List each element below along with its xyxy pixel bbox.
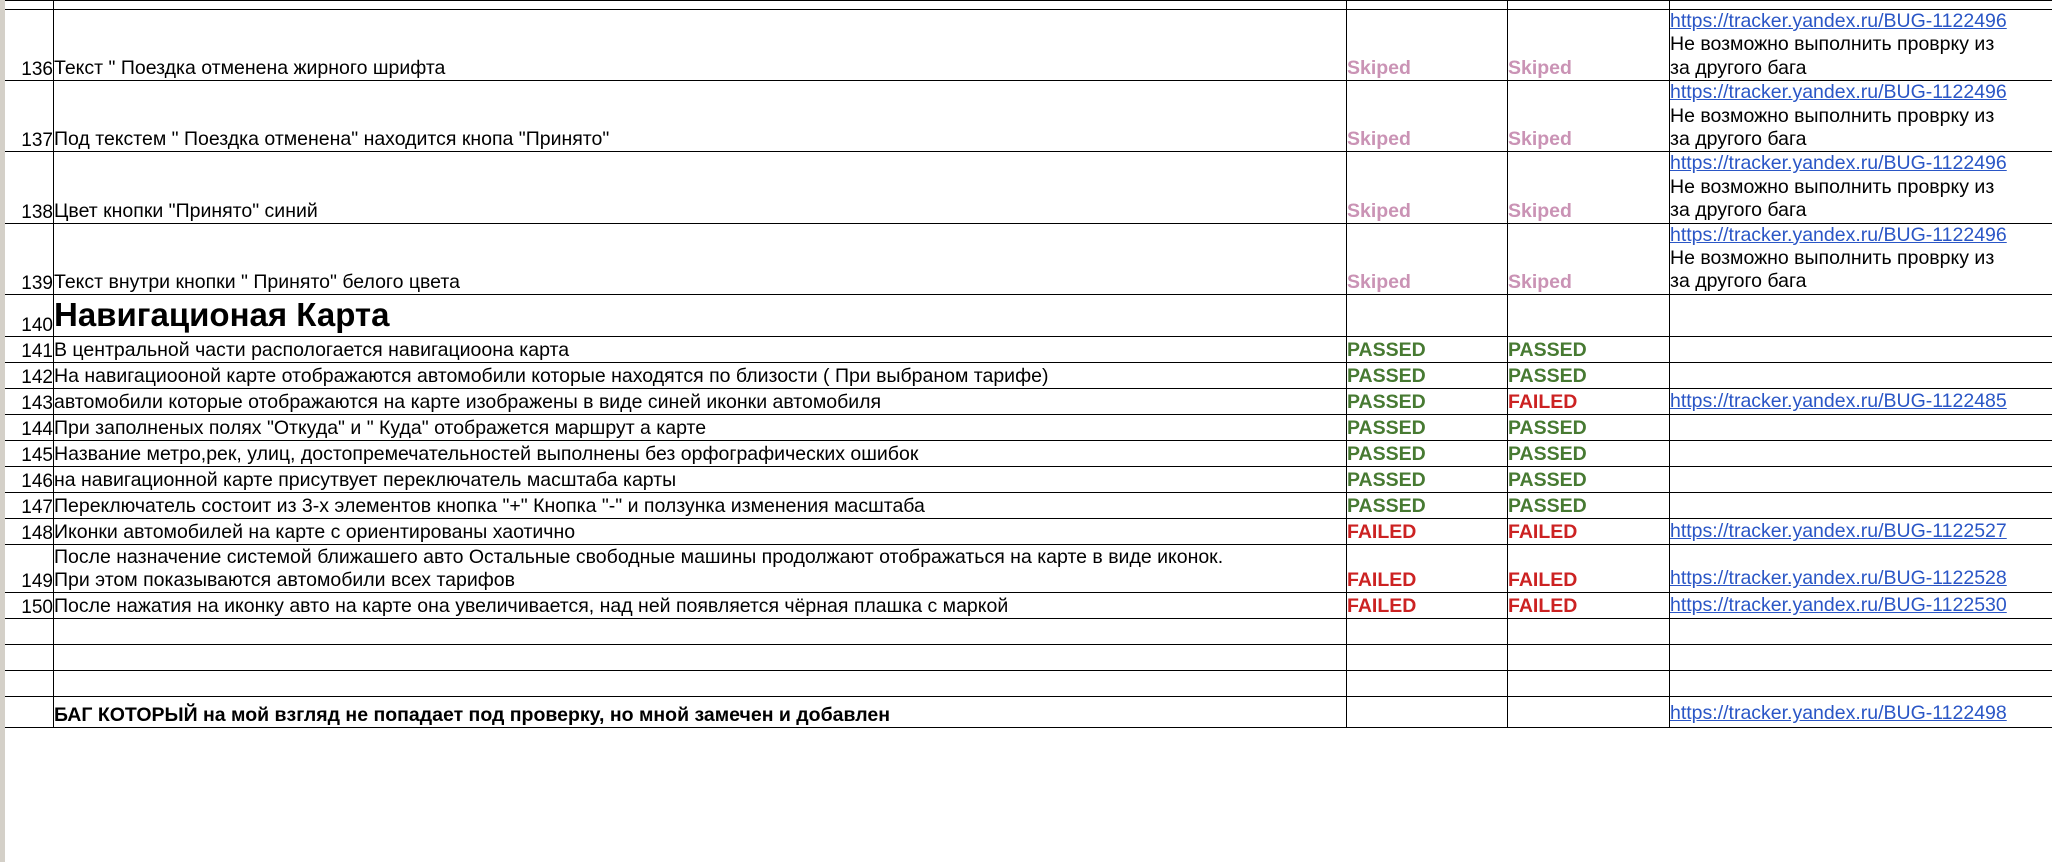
table-row <box>1 544 2052 592</box>
result-2-cell[interactable]: PASSED <box>1508 362 1670 388</box>
result-1-cell[interactable]: PASSED <box>1347 492 1508 518</box>
bug-link-cell[interactable] <box>1670 644 2052 670</box>
bug-tracker-link[interactable]: https://tracker.yandex.ru/BUG-1122496 <box>1670 10 2007 32</box>
result-2-cell[interactable] <box>1508 670 1670 696</box>
table-row <box>1 466 2052 492</box>
description-cell[interactable] <box>54 644 1347 670</box>
row-number-cell: 148 <box>1 518 54 544</box>
description-cell[interactable]: После нажатия на иконку авто на карте она увеличивается, над ней появляется чёрная плашка с маркой <box>54 592 1347 618</box>
table-row <box>1 10 2052 81</box>
row-number-cell <box>1 1 54 10</box>
bug-link-cell[interactable] <box>1670 670 2052 696</box>
result-1-cell[interactable]: PASSED <box>1347 336 1508 362</box>
result-2-cell[interactable]: Skiped <box>1508 223 1670 294</box>
description-line-2: При этом показываются автомобили всех тарифов <box>54 568 515 591</box>
result-2-cell[interactable]: FAILED <box>1508 592 1670 618</box>
description-cell[interactable] <box>54 1 1347 10</box>
bug-tracker-link[interactable]: https://tracker.yandex.ru/BUG-1122496 <box>1670 81 2007 104</box>
bug-link-cell[interactable] <box>1670 618 2052 644</box>
result-2-cell[interactable]: PASSED <box>1508 466 1670 492</box>
result-1-cell[interactable]: Skiped <box>1347 10 1508 81</box>
result-1-cell[interactable] <box>1347 294 1508 336</box>
bug-note-line-2: за другого бага <box>1670 56 1807 79</box>
bug-tracker-link[interactable]: https://tracker.yandex.ru/BUG-1122528 <box>1670 567 2007 590</box>
bug-tracker-link[interactable]: https://tracker.yandex.ru/BUG-1122530 <box>1670 594 2007 617</box>
table-row <box>1 362 2052 388</box>
description-cell[interactable]: Название метро,рек, улиц, достопремечательностей выполнены без орфографических ошибок <box>54 440 1347 466</box>
result-1-cell[interactable]: FAILED <box>1347 518 1508 544</box>
table-row <box>1 223 2052 294</box>
table-row-note <box>1 696 2052 727</box>
table-row <box>1 592 2052 618</box>
description-cell[interactable]: Текст " Поездка отменена жирного шрифта <box>54 10 1347 81</box>
row-number-cell: 147 <box>1 492 54 518</box>
bug-link-cell[interactable] <box>1670 81 2052 152</box>
bug-tracker-link[interactable]: https://tracker.yandex.ru/BUG-1122498 <box>1670 702 2007 725</box>
bug-link-cell[interactable] <box>1670 440 2052 466</box>
description-cell[interactable]: БАГ КОТОРЫЙ на мой взгляд не попадает под проверку, но мной замечен и добавлен <box>54 696 1347 727</box>
description-cell[interactable]: Текст внутри кнопки " Принято" белого цвета <box>54 223 1347 294</box>
bug-link-cell[interactable] <box>1670 518 2052 544</box>
result-2-cell[interactable]: FAILED <box>1508 388 1670 414</box>
result-2-cell[interactable]: FAILED <box>1508 544 1670 592</box>
table-row <box>1 152 2052 223</box>
row-number-cell: 142 <box>1 362 54 388</box>
result-1-cell[interactable] <box>1347 670 1508 696</box>
bug-link-cell[interactable] <box>1670 466 2052 492</box>
bug-note-line-2: за другого бага <box>1670 199 1807 222</box>
row-number-cell: 138 <box>1 152 54 223</box>
description-cell[interactable]: При заполненых полях "Откуда" и " Куда" отображется маршрут а карте <box>54 414 1347 440</box>
description-cell[interactable]: автомобили которые отображаются на карте изображены в виде синей иконки автомобиля <box>54 388 1347 414</box>
result-1-cell[interactable]: PASSED <box>1347 388 1508 414</box>
row-number-cell <box>1 696 54 727</box>
result-2-cell[interactable] <box>1508 644 1670 670</box>
table-row-empty <box>1 644 2052 670</box>
result-2-cell[interactable] <box>1508 1 1670 10</box>
description-cell[interactable] <box>54 544 1347 592</box>
result-2-cell[interactable]: PASSED <box>1508 492 1670 518</box>
bug-link-cell[interactable] <box>1670 492 2052 518</box>
result-2-cell[interactable]: Skiped <box>1508 10 1670 81</box>
row-number-cell: 137 <box>1 81 54 152</box>
result-1-cell[interactable] <box>1347 618 1508 644</box>
result-1-cell[interactable]: PASSED <box>1347 362 1508 388</box>
result-2-cell[interactable]: PASSED <box>1508 440 1670 466</box>
bug-link-cell[interactable] <box>1670 592 2052 618</box>
row-number-cell: 145 <box>1 440 54 466</box>
table-row <box>1 518 2052 544</box>
description-cell[interactable]: на навигационной карте присутвует переключатель масштаба карты <box>54 466 1347 492</box>
bug-link-cell[interactable] <box>1670 294 2052 336</box>
description-cell[interactable]: Цвет кнопки "Принято" синий <box>54 152 1347 223</box>
bug-link-cell[interactable] <box>1670 336 2052 362</box>
row-number-cell <box>1 618 54 644</box>
result-1-cell[interactable]: Skiped <box>1347 223 1508 294</box>
description-cell[interactable]: Под текстем " Поездка отменена" находится кнопа "Принято" <box>54 81 1347 152</box>
result-1-cell[interactable]: Skiped <box>1347 81 1508 152</box>
bug-tracker-link[interactable]: https://tracker.yandex.ru/BUG-1122496 <box>1670 223 2007 246</box>
result-1-cell[interactable]: PASSED <box>1347 414 1508 440</box>
bug-note-line-2: за другого бага <box>1670 127 1807 150</box>
row-number-cell: 144 <box>1 414 54 440</box>
result-1-cell[interactable] <box>1347 644 1508 670</box>
bug-note-line-1: Не возможно выполнить проврку из <box>1670 33 1995 56</box>
result-2-cell[interactable] <box>1508 294 1670 336</box>
bug-link-cell[interactable] <box>1670 414 2052 440</box>
bug-link-cell[interactable] <box>1670 152 2052 223</box>
section-title-cell[interactable]: Навигационая Карта <box>54 294 1347 336</box>
bug-link-cell[interactable] <box>1670 223 2052 294</box>
table-row <box>1 414 2052 440</box>
description-cell[interactable]: В центральной части распологается навигациоона карта <box>54 336 1347 362</box>
row-number-cell: 143 <box>1 388 54 414</box>
table-body <box>1 1 2052 728</box>
bug-link-cell[interactable] <box>1670 544 2052 592</box>
description-cell[interactable]: На навигациооной карте отображаются автомобили которые находятся по близости ( При выбраном тарифе) <box>54 362 1347 388</box>
bug-note-line-2: за другого бага <box>1670 270 1807 293</box>
table-row <box>1 440 2052 466</box>
bug-link-cell[interactable] <box>1670 696 2052 727</box>
description-cell[interactable]: Иконки автомобилей на карте с ориентированы хаотично <box>54 518 1347 544</box>
bug-tracker-link[interactable]: https://tracker.yandex.ru/BUG-1122527 <box>1670 520 2007 543</box>
row-number-cell: 140 <box>1 294 54 336</box>
result-1-cell[interactable]: Skiped <box>1347 152 1508 223</box>
bug-link-cell[interactable] <box>1670 362 2052 388</box>
table-row-empty <box>1 670 2052 696</box>
description-cell[interactable] <box>54 670 1347 696</box>
row-number-cell: 150 <box>1 592 54 618</box>
bug-tracker-link[interactable]: https://tracker.yandex.ru/BUG-1122485 <box>1670 390 2007 413</box>
result-1-cell[interactable]: FAILED <box>1347 544 1508 592</box>
description-cell[interactable]: Переключатель состоит из 3-х элементов кнопка "+" Кнопка "-" и ползунка изменения масштаба <box>54 492 1347 518</box>
table-row-empty <box>1 618 2052 644</box>
result-1-cell[interactable]: PASSED <box>1347 440 1508 466</box>
table-row <box>1 388 2052 414</box>
bug-link-cell[interactable] <box>1670 1 2052 10</box>
result-1-cell[interactable]: PASSED <box>1347 466 1508 492</box>
row-number-cell: 139 <box>1 223 54 294</box>
bug-link-cell[interactable] <box>1670 388 2052 414</box>
table-row <box>1 492 2052 518</box>
description-cell[interactable] <box>54 618 1347 644</box>
result-2-cell[interactable]: Skiped <box>1508 81 1670 152</box>
row-number-cell: 136 <box>1 10 54 81</box>
result-2-cell[interactable] <box>1508 696 1670 727</box>
result-2-cell[interactable]: PASSED <box>1508 414 1670 440</box>
table-row <box>1 336 2052 362</box>
bug-link-cell[interactable] <box>1670 10 2052 81</box>
row-number-cell: 149 <box>1 544 54 592</box>
result-2-cell[interactable]: Skiped <box>1508 152 1670 223</box>
result-1-cell[interactable]: FAILED <box>1347 592 1508 618</box>
row-header-gutter <box>0 0 5 862</box>
bug-tracker-link[interactable]: https://tracker.yandex.ru/BUG-1122496 <box>1670 152 2007 175</box>
result-2-cell[interactable]: PASSED <box>1508 336 1670 362</box>
table-row-partial <box>1 1 2052 10</box>
result-1-cell[interactable] <box>1347 1 1508 10</box>
bug-note-line-1: Не возможно выполнить проврку из <box>1670 246 1995 269</box>
row-number-cell: 146 <box>1 466 54 492</box>
bug-note-line-1: Не возможно выполнить проврку из <box>1670 175 1995 198</box>
result-1-cell[interactable] <box>1347 696 1508 727</box>
bug-note-line-1: Не возможно выполнить проврку из <box>1670 104 1995 127</box>
table-row-section <box>1 294 2052 336</box>
row-number-cell: 141 <box>1 336 54 362</box>
result-2-cell[interactable]: FAILED <box>1508 518 1670 544</box>
row-number-cell <box>1 670 54 696</box>
description-line-1: После назначение системой ближашего авто Остальные свободные машины продолжают отображаться на карте в виде иконок. <box>54 545 1224 568</box>
result-2-cell[interactable] <box>1508 618 1670 644</box>
row-number-cell <box>1 644 54 670</box>
table-row <box>1 81 2052 152</box>
